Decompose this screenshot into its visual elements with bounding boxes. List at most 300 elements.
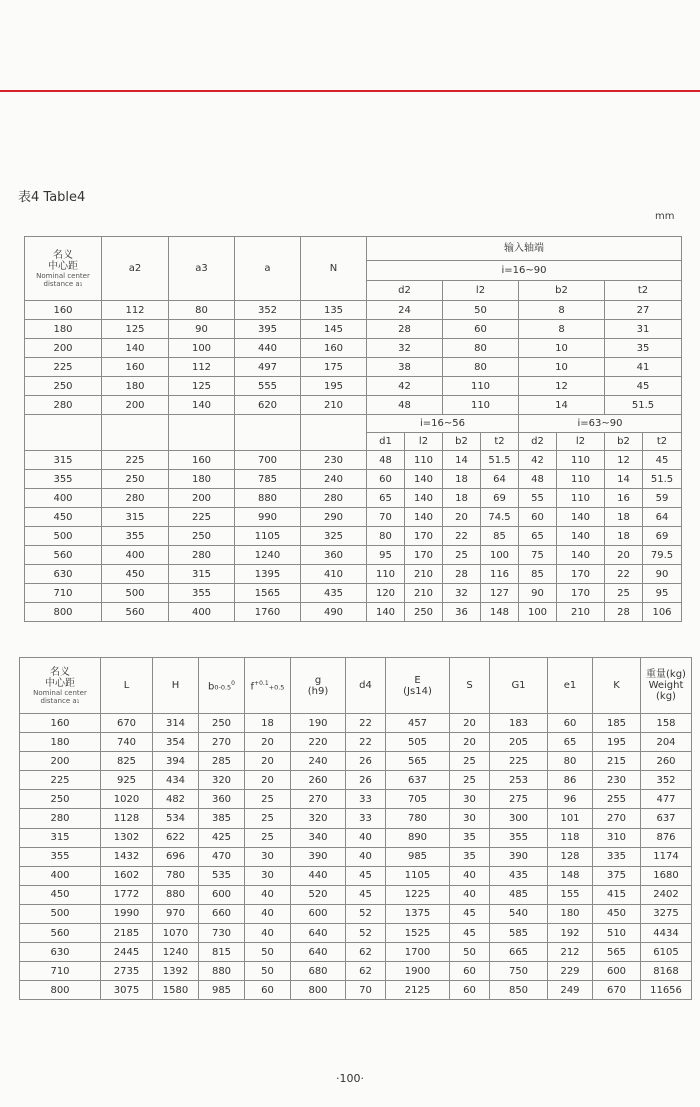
table-cell: 890 (386, 828, 450, 847)
table-cell: 74.5 (481, 508, 519, 527)
table-cell: 1105 (235, 527, 301, 546)
table-cell: 101 (548, 809, 593, 828)
table-cell: 80 (169, 301, 235, 320)
table-cell: 390 (291, 847, 346, 866)
table-cell: 270 (593, 809, 641, 828)
table-cell: 320 (199, 771, 245, 790)
table-cell: 315 (20, 828, 101, 847)
table-cell: 500 (102, 584, 169, 603)
table-cell: 140 (557, 508, 605, 527)
table-cell: 1680 (641, 866, 692, 885)
table-cell: 400 (20, 866, 101, 885)
table-cell: 12 (605, 451, 643, 470)
table-1-header (25, 237, 682, 301)
table-cell: 205 (490, 733, 548, 752)
table-cell: 64 (643, 508, 682, 527)
table-cell: 59 (643, 489, 682, 508)
col-t2-low: t2 (481, 433, 519, 451)
table-cell: 3275 (641, 904, 692, 923)
table-cell: 640 (291, 924, 346, 943)
table-cell: 280 (169, 546, 235, 565)
table-cell: 600 (593, 962, 641, 981)
table-cell: 204 (641, 733, 692, 752)
table-cell: 1432 (101, 847, 153, 866)
table-cell: 180 (25, 320, 102, 339)
table-cell: 210 (557, 603, 605, 622)
table-cell: 11656 (641, 981, 692, 1000)
table-cell: 1392 (153, 962, 199, 981)
table-cell: 70 (346, 981, 386, 1000)
table-cell: 270 (199, 733, 245, 752)
table-cell: 40 (450, 885, 490, 904)
table-cell: 229 (548, 962, 593, 981)
table-cell: 1580 (153, 981, 199, 1000)
table-cell: 253 (490, 771, 548, 790)
table-cell: 85 (519, 565, 557, 584)
table-cell: 225 (102, 451, 169, 470)
table-cell: 20 (245, 771, 291, 790)
table-cell: 1105 (386, 866, 450, 885)
table-cell: 160 (20, 714, 101, 733)
table-cell: 925 (101, 771, 153, 790)
table-cell: 360 (301, 546, 367, 565)
table-row (25, 377, 682, 396)
table-cell: 25 (245, 790, 291, 809)
table-cell: 200 (20, 752, 101, 771)
table-cell: 315 (25, 451, 102, 470)
table-cell: 60 (367, 470, 405, 489)
table-cell: 240 (291, 752, 346, 771)
col-l2-high: l2 (557, 433, 605, 451)
table-cell: 800 (25, 603, 102, 622)
table-cell: 48 (519, 470, 557, 489)
table-cell: 18 (605, 508, 643, 527)
table-cell: 250 (102, 470, 169, 489)
table-cell: 148 (481, 603, 519, 622)
table-cell: 8 (519, 320, 605, 339)
table-cell: 230 (301, 451, 367, 470)
table-cell: 1225 (386, 885, 450, 904)
table-row (25, 451, 682, 470)
table-cell: 355 (102, 527, 169, 546)
table-cell: 22 (605, 565, 643, 584)
table-cell: 880 (199, 962, 245, 981)
table-cell: 170 (405, 527, 443, 546)
table-cell: 540 (490, 904, 548, 923)
table-cell: 140 (405, 470, 443, 489)
table-cell: 705 (386, 790, 450, 809)
table-cell: 500 (25, 527, 102, 546)
table-cell: 183 (490, 714, 548, 733)
table-cell: 435 (490, 866, 548, 885)
table-cell: 30 (450, 809, 490, 828)
table-cell: 8168 (641, 962, 692, 981)
table-cell: 24 (367, 301, 443, 320)
table-cell: 185 (593, 714, 641, 733)
table-cell: 600 (199, 885, 245, 904)
table-cell: 140 (169, 396, 235, 415)
table-cell: 52 (346, 904, 386, 923)
table-cell: 50 (245, 943, 291, 962)
table-cell: 290 (301, 508, 367, 527)
table-cell: 14 (605, 470, 643, 489)
table-cell: 200 (169, 489, 235, 508)
table-cell: 250 (405, 603, 443, 622)
table-cell: 2125 (386, 981, 450, 1000)
table-cell: 158 (641, 714, 692, 733)
table-cell: 780 (153, 866, 199, 885)
table-1-rows-a (25, 301, 682, 415)
table-cell: 25 (450, 771, 490, 790)
table-cell: 26 (346, 752, 386, 771)
table-cell: 250 (25, 377, 102, 396)
table-cell: 48 (367, 396, 443, 415)
table-cell: 48 (367, 451, 405, 470)
table-cell: 95 (643, 584, 682, 603)
table-cell: 112 (169, 358, 235, 377)
col-d2: d2 (367, 281, 443, 301)
table-title: 表4 Table4 (18, 190, 86, 205)
table-cell: 585 (490, 924, 548, 943)
col-E: E (Js14) (386, 658, 450, 714)
table-cell: 850 (490, 981, 548, 1000)
table-cell: 36 (443, 603, 481, 622)
table-row (25, 565, 682, 584)
table-cell: 210 (405, 565, 443, 584)
table-cell: 32 (367, 339, 443, 358)
table-cell: 560 (25, 546, 102, 565)
table-cell: 22 (443, 527, 481, 546)
table-cell: 215 (593, 752, 641, 771)
table-cell: 280 (102, 489, 169, 508)
table-cell: 18 (443, 489, 481, 508)
table-cell: 485 (490, 885, 548, 904)
table-cell: 60 (443, 320, 519, 339)
table-row (20, 771, 692, 790)
table-cell: 45 (346, 866, 386, 885)
table-cell: 660 (199, 904, 245, 923)
table-cell: 730 (199, 924, 245, 943)
table-cell: 876 (641, 828, 692, 847)
table-cell: 51.5 (481, 451, 519, 470)
col-b2-high: b2 (605, 433, 643, 451)
table-cell: 32 (443, 584, 481, 603)
table-cell: 25 (245, 828, 291, 847)
table-cell: 40 (346, 847, 386, 866)
table-cell: 45 (643, 451, 682, 470)
table-cell: 51.5 (643, 470, 682, 489)
table-cell: 18 (245, 714, 291, 733)
table-row (25, 527, 682, 546)
table-cell: 28 (443, 565, 481, 584)
col-d1: d1 (367, 433, 405, 451)
table-cell: 1990 (101, 904, 153, 923)
table-cell: 100 (519, 603, 557, 622)
table-cell: 35 (450, 847, 490, 866)
table-cell: 335 (593, 847, 641, 866)
table-cell: 622 (153, 828, 199, 847)
table-cell: 450 (25, 508, 102, 527)
table-cell: 825 (101, 752, 153, 771)
table-cell: 477 (641, 790, 692, 809)
table-cell: 2402 (641, 885, 692, 904)
table-cell: 630 (20, 943, 101, 962)
table-cell: 212 (548, 943, 593, 962)
table-cell: 120 (367, 584, 405, 603)
table-cell: 33 (346, 809, 386, 828)
col-a2: a2 (102, 237, 169, 301)
table-cell: 220 (291, 733, 346, 752)
table-cell: 60 (450, 962, 490, 981)
col-e1: e1 (548, 658, 593, 714)
col-nominal-center: 名义 中心距 Nominal center distance a₁ (25, 237, 102, 301)
table-cell: 140 (557, 546, 605, 565)
table-cell: 160 (169, 451, 235, 470)
table-cell: 450 (20, 885, 101, 904)
table-cell: 45 (605, 377, 682, 396)
table-row (25, 301, 682, 320)
table-cell: 320 (291, 809, 346, 828)
col-t2-high: t2 (643, 433, 682, 451)
table-cell: 110 (557, 489, 605, 508)
table-cell: 30 (450, 790, 490, 809)
table-cell: 200 (102, 396, 169, 415)
table-cell: 27 (605, 301, 682, 320)
table-cell: 280 (301, 489, 367, 508)
table-cell: 90 (169, 320, 235, 339)
table-cell: 140 (367, 603, 405, 622)
table-cell: 280 (20, 809, 101, 828)
table-cell: 360 (199, 790, 245, 809)
table-cell: 1602 (101, 866, 153, 885)
table-cell: 500 (20, 904, 101, 923)
table-cell: 555 (235, 377, 301, 396)
table-row (25, 584, 682, 603)
table-cell: 50 (450, 943, 490, 962)
table-row (20, 714, 692, 733)
table-cell: 50 (443, 301, 519, 320)
table-cell: 434 (153, 771, 199, 790)
col-input-shaft: 输入轴端 (367, 237, 682, 261)
table-cell: 400 (169, 603, 235, 622)
table-cell: 170 (557, 584, 605, 603)
table-cell: 135 (301, 301, 367, 320)
table-cell: 38 (367, 358, 443, 377)
table-cell: 1525 (386, 924, 450, 943)
table-cell: 1565 (235, 584, 301, 603)
table-cell: 26 (346, 771, 386, 790)
table-cell: 6105 (641, 943, 692, 962)
table-cell: 65 (519, 527, 557, 546)
table-cell: 25 (443, 546, 481, 565)
table-2-header (20, 658, 692, 714)
table-cell: 25 (605, 584, 643, 603)
table-cell: 12 (519, 377, 605, 396)
table-cell: 80 (367, 527, 405, 546)
table-row (20, 828, 692, 847)
table-cell: 85 (481, 527, 519, 546)
table-row (25, 358, 682, 377)
table-cell: 780 (386, 809, 450, 828)
table-cell: 750 (490, 962, 548, 981)
table-cell: 400 (25, 489, 102, 508)
table-cell: 1240 (235, 546, 301, 565)
table-cell: 110 (557, 451, 605, 470)
table-cell: 710 (25, 584, 102, 603)
col-l2: l2 (443, 281, 519, 301)
table-cell: 16 (605, 489, 643, 508)
table-cell: 75 (519, 546, 557, 565)
table-cell: 352 (641, 771, 692, 790)
table-cell: 1772 (101, 885, 153, 904)
table-cell: 175 (301, 358, 367, 377)
table-cell: 640 (291, 943, 346, 962)
table-row (20, 790, 692, 809)
col-d4: d4 (346, 658, 386, 714)
table-cell: 127 (481, 584, 519, 603)
table-cell: 665 (490, 943, 548, 962)
table-cell: 200 (25, 339, 102, 358)
table-cell: 28 (605, 603, 643, 622)
table-cell: 8 (519, 301, 605, 320)
table-cell: 20 (450, 733, 490, 752)
table-cell: 35 (605, 339, 682, 358)
col-K: K (593, 658, 641, 714)
table-cell: 390 (490, 847, 548, 866)
table-cell: 42 (519, 451, 557, 470)
col-L: L (101, 658, 153, 714)
table-cell: 510 (593, 924, 641, 943)
table-cell: 385 (199, 809, 245, 828)
table-cell: 128 (548, 847, 593, 866)
table-cell: 40 (245, 904, 291, 923)
table-cell: 155 (548, 885, 593, 904)
col-H: H (153, 658, 199, 714)
table-cell: 440 (235, 339, 301, 358)
table-cell: 69 (643, 527, 682, 546)
col-a: a (235, 237, 301, 301)
table-cell: 40 (245, 924, 291, 943)
table-cell: 2185 (101, 924, 153, 943)
table-cell: 800 (20, 981, 101, 1000)
table-cell: 985 (199, 981, 245, 1000)
table-cell: 700 (235, 451, 301, 470)
table-cell: 70 (367, 508, 405, 527)
table-cell: 45 (346, 885, 386, 904)
table-cell: 20 (605, 546, 643, 565)
table-cell: 100 (481, 546, 519, 565)
table-cell: 160 (102, 358, 169, 377)
table-cell: 1395 (235, 565, 301, 584)
table-cell: 192 (548, 924, 593, 943)
table-cell: 270 (291, 790, 346, 809)
table-cell: 106 (643, 603, 682, 622)
table-cell: 31 (605, 320, 682, 339)
col-g: g (h9) (291, 658, 346, 714)
table-cell: 670 (593, 981, 641, 1000)
table-cell: 260 (291, 771, 346, 790)
table-cell: 20 (450, 714, 490, 733)
table-cell: 30 (245, 847, 291, 866)
table-cell: 710 (20, 962, 101, 981)
table-cell: 210 (405, 584, 443, 603)
table-cell: 249 (548, 981, 593, 1000)
table-cell: 250 (199, 714, 245, 733)
top-rule (0, 90, 700, 92)
table-cell: 62 (346, 943, 386, 962)
table-cell: 180 (102, 377, 169, 396)
table-cell: 80 (548, 752, 593, 771)
table-cell: 180 (169, 470, 235, 489)
table-cell: 60 (450, 981, 490, 1000)
table-cell: 482 (153, 790, 199, 809)
table-cell: 90 (643, 565, 682, 584)
table-cell: 140 (557, 527, 605, 546)
table-cell: 41 (605, 358, 682, 377)
table-cell: 22 (346, 733, 386, 752)
table-cell: 210 (301, 396, 367, 415)
table-cell: 315 (102, 508, 169, 527)
table-row (25, 339, 682, 358)
table-cell: 497 (235, 358, 301, 377)
table-cell: 310 (593, 828, 641, 847)
table-cell: 315 (169, 565, 235, 584)
col-N: N (301, 237, 367, 301)
table-cell: 140 (405, 489, 443, 508)
table-cell: 33 (346, 790, 386, 809)
table-cell: 255 (593, 790, 641, 809)
table-cell: 1700 (386, 943, 450, 962)
table-1-rows-b (25, 451, 682, 622)
table-row (25, 396, 682, 415)
table-cell: 180 (548, 904, 593, 923)
table-cell: 69 (481, 489, 519, 508)
table-cell: 800 (291, 981, 346, 1000)
table-row (20, 752, 692, 771)
table-cell: 425 (199, 828, 245, 847)
table-cell: 1070 (153, 924, 199, 943)
table-cell: 10 (519, 339, 605, 358)
table-row (20, 904, 692, 923)
table-cell: 1900 (386, 962, 450, 981)
col-d2-high: d2 (519, 433, 557, 451)
table-cell: 410 (301, 565, 367, 584)
table-cell: 51.5 (605, 396, 682, 415)
table-cell: 457 (386, 714, 450, 733)
table-cell: 325 (301, 527, 367, 546)
table-cell: 20 (245, 752, 291, 771)
table-cell: 110 (405, 451, 443, 470)
table-cell: 1760 (235, 603, 301, 622)
table-cell: 285 (199, 752, 245, 771)
table-cell: 354 (153, 733, 199, 752)
table-cell: 435 (301, 584, 367, 603)
table-cell: 110 (443, 377, 519, 396)
table-cell: 20 (245, 733, 291, 752)
table-cell: 45 (450, 924, 490, 943)
table-cell: 395 (235, 320, 301, 339)
table-cell: 275 (490, 790, 548, 809)
table-cell: 18 (443, 470, 481, 489)
table-row (20, 962, 692, 981)
dimension-table-1 (24, 236, 682, 622)
dimension-table-2 (19, 657, 692, 1000)
table-row (25, 508, 682, 527)
col-a3: a3 (169, 237, 235, 301)
table-cell: 170 (557, 565, 605, 584)
table-cell: 65 (548, 733, 593, 752)
table-2-rows (20, 714, 692, 1000)
